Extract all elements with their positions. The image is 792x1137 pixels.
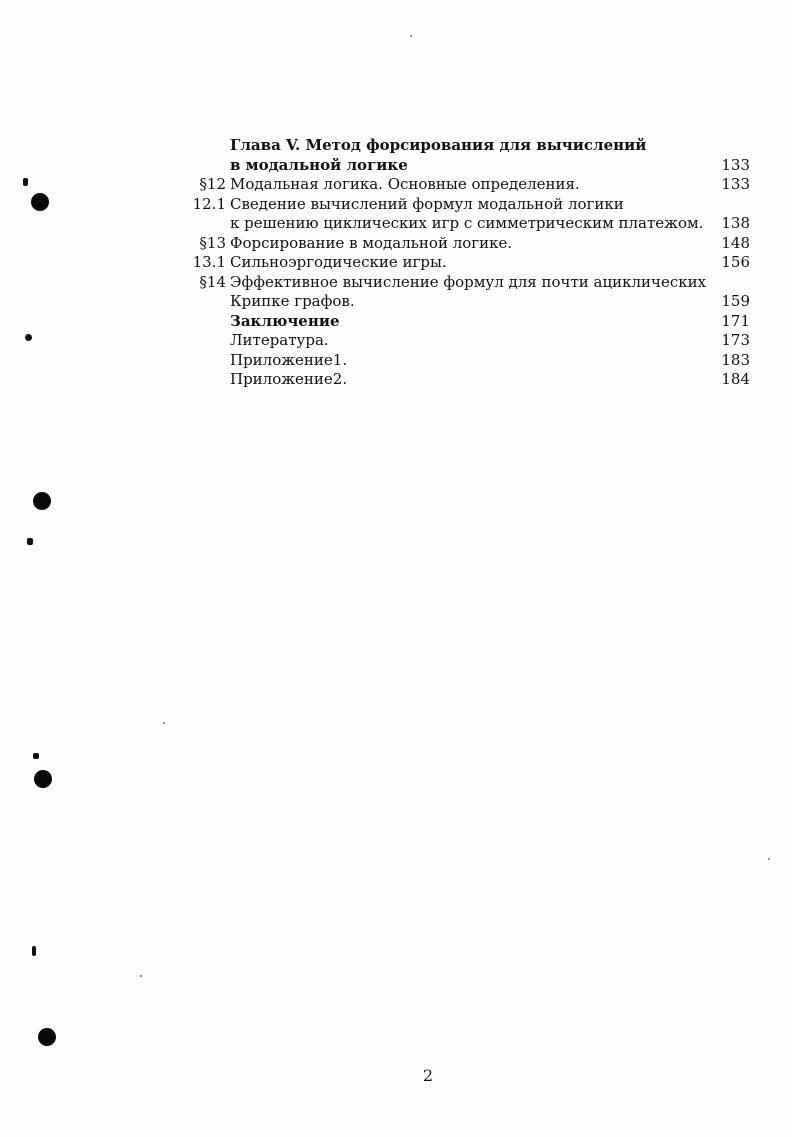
toc-page-number: 183	[721, 350, 750, 369]
scan-dot	[410, 35, 412, 37]
scan-speck	[23, 178, 28, 186]
toc-entry[interactable]	[190, 253, 750, 273]
binder-hole	[34, 770, 52, 788]
toc-section-number: §13	[199, 233, 226, 252]
toc-section-number: 12.1	[192, 194, 226, 213]
toc-line	[190, 136, 750, 156]
toc-page-number: 159	[721, 292, 750, 310]
scan-dot	[163, 722, 165, 724]
toc-entry[interactable]	[190, 273, 750, 312]
toc-line	[190, 253, 750, 273]
page-number: 2	[422, 1066, 434, 1085]
toc-title-text: Крипке графов.	[230, 292, 355, 310]
toc-line	[190, 331, 750, 351]
toc-line	[190, 370, 750, 390]
toc-title-text: в модальной логике	[230, 155, 408, 174]
binder-hole	[31, 193, 49, 211]
toc-page-number: 184	[721, 370, 750, 388]
scan-dot	[768, 858, 770, 860]
toc-page-number: 148	[721, 233, 750, 252]
toc-line	[190, 312, 750, 332]
scan-speck	[32, 946, 36, 956]
toc-section-number: 13.1	[192, 253, 226, 271]
table-of-contents	[190, 136, 750, 390]
scan-speck	[25, 334, 32, 341]
toc-entry[interactable]	[190, 175, 750, 195]
toc-title-text: Приложение1.	[230, 350, 348, 369]
toc-line	[190, 195, 750, 215]
toc-title-text: Сведение вычислений формул модальной логики	[230, 194, 624, 213]
toc-section-number: §14	[199, 272, 226, 291]
toc-line	[190, 234, 750, 254]
toc-entry[interactable]	[190, 351, 750, 371]
toc-entry[interactable]	[190, 136, 750, 175]
toc-section-number: §12	[199, 175, 226, 193]
toc-title-text: Заключение	[230, 311, 340, 330]
toc-title-text: Сильноэргодические игры.	[230, 253, 447, 271]
toc-entry[interactable]	[190, 370, 750, 390]
toc-title-text: Приложение2.	[230, 370, 348, 388]
toc-page-number: 133	[721, 175, 750, 193]
toc-title-text: Модальная логика. Основные определения.	[230, 175, 580, 193]
toc-line	[190, 156, 750, 176]
toc-line	[190, 175, 750, 195]
toc-page-number: 173	[721, 331, 750, 349]
toc-entry[interactable]	[190, 331, 750, 351]
scan-dot	[140, 975, 142, 977]
toc-line	[190, 214, 750, 234]
binder-hole	[33, 492, 51, 510]
toc-title-text: Форсирование в модальной логике.	[230, 233, 513, 252]
toc-page-number: 171	[721, 311, 750, 330]
toc-title-text: Эффективное вычисление формул для почти ациклических	[230, 272, 707, 291]
binder-hole	[38, 1028, 56, 1046]
toc-title-text: Глава V. Метод форсирования для вычислений	[230, 136, 647, 154]
scan-speck	[27, 538, 33, 545]
toc-entry[interactable]	[190, 312, 750, 332]
toc-line	[190, 292, 750, 312]
toc-line	[190, 351, 750, 371]
scan-speck	[33, 753, 39, 759]
toc-title-text: к решению циклических игр с симметрическим платежом.	[230, 214, 704, 232]
toc-line	[190, 273, 750, 293]
toc-page-number: 133	[721, 155, 750, 174]
toc-title-text: Литература.	[230, 331, 329, 349]
toc-page-number: 156	[721, 253, 750, 271]
toc-entry[interactable]	[190, 195, 750, 234]
toc-entry[interactable]	[190, 234, 750, 254]
toc-page-number: 138	[721, 214, 750, 232]
